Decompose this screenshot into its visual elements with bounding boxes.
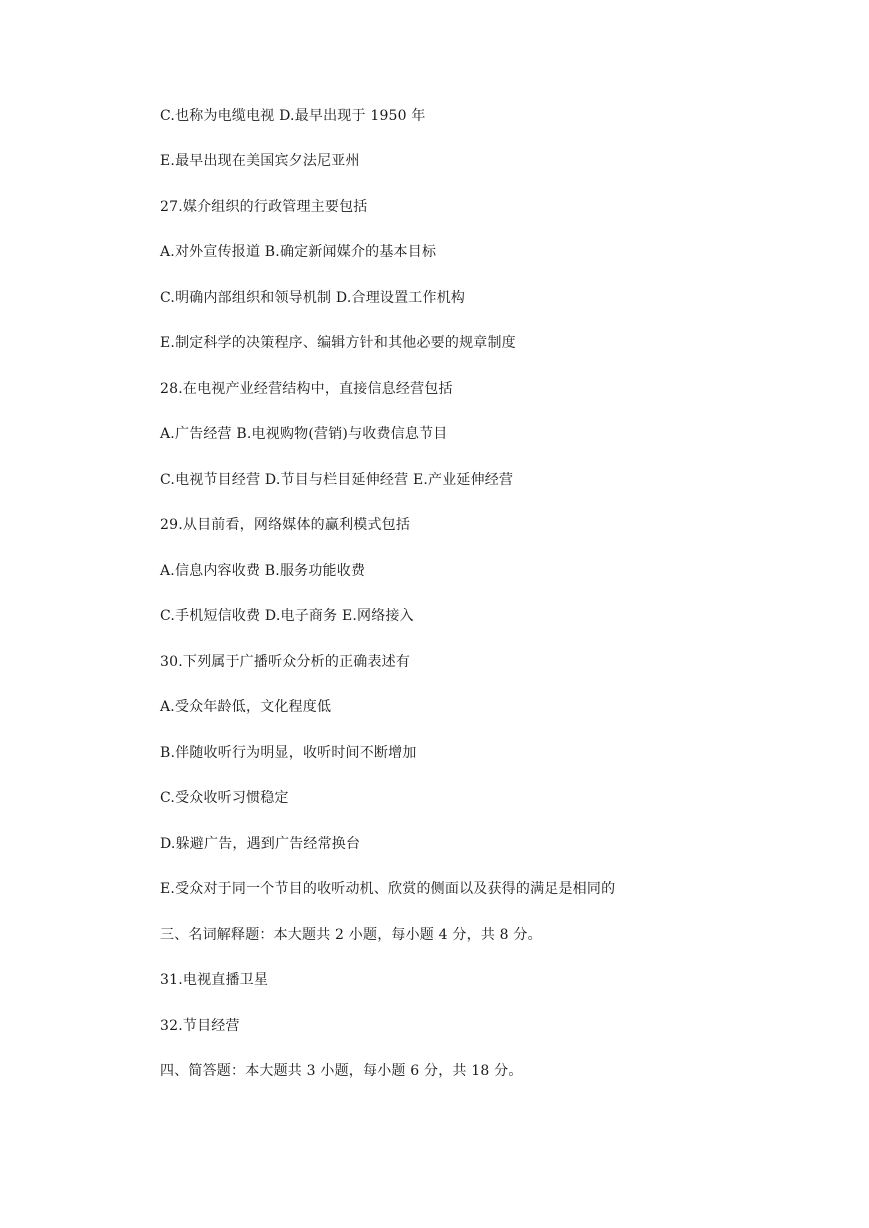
question-28-options-a-b: A.广告经营 B.电视购物(营销)与收费信息节目 [160, 426, 448, 442]
section-3-heading: 三、名词解释题：本大题共 2 小题，每小题 4 分，共 8 分。 [160, 927, 542, 943]
question-27-stem: 27.媒介组织的行政管理主要包括 [160, 199, 368, 215]
question-27-option-e: E.制定科学的决策程序、编辑方针和其他必要的规章制度 [160, 335, 516, 351]
question-30-option-d: D.躲避广告，遇到广告经常换台 [160, 836, 361, 852]
question-30-option-c: C.受众收听习惯稳定 [160, 790, 289, 806]
question-30-stem: 30.下列属于广播听众分析的正确表述有 [160, 654, 411, 670]
question-27-options-c-d: C.明确内部组织和领导机制 D.合理设置工作机构 [160, 290, 466, 306]
question-31: 31.电视直播卫星 [160, 972, 269, 988]
question-29-stem: 29.从目前看，网络媒体的赢利模式包括 [160, 517, 411, 533]
question-28-options-c-d-e: C.电视节目经营 D.节目与栏目延伸经营 E.产业延伸经营 [160, 472, 514, 488]
question-30-option-b: B.伴随收听行为明显，收听时间不断增加 [160, 745, 417, 761]
question-30-option-e: E.受众对于同一个节目的收听动机、欣赏的侧面以及获得的满足是相同的 [160, 881, 616, 897]
question-32: 32.节目经营 [160, 1018, 240, 1034]
question-29-options-c-d-e: C.手机短信收费 D.电子商务 E.网络接入 [160, 608, 414, 624]
question-26-option-e: E.最早出现在美国宾夕法尼亚州 [160, 153, 360, 169]
question-29-options-a-b: A.信息内容收费 B.服务功能收费 [160, 563, 366, 579]
question-28-stem: 28.在电视产业经营结构中，直接信息经营包括 [160, 381, 453, 397]
question-26-options-c-d: C.也称为电缆电视 D.最早出现于 1950 年 [160, 108, 426, 124]
question-27-options-a-b: A.对外宣传报道 B.确定新闻媒介的基本目标 [160, 244, 437, 260]
section-4-heading: 四、简答题：本大题共 3 小题，每小题 6 分，共 18 分。 [160, 1063, 523, 1079]
question-30-option-a: A.受众年龄低，文化程度低 [160, 699, 332, 715]
